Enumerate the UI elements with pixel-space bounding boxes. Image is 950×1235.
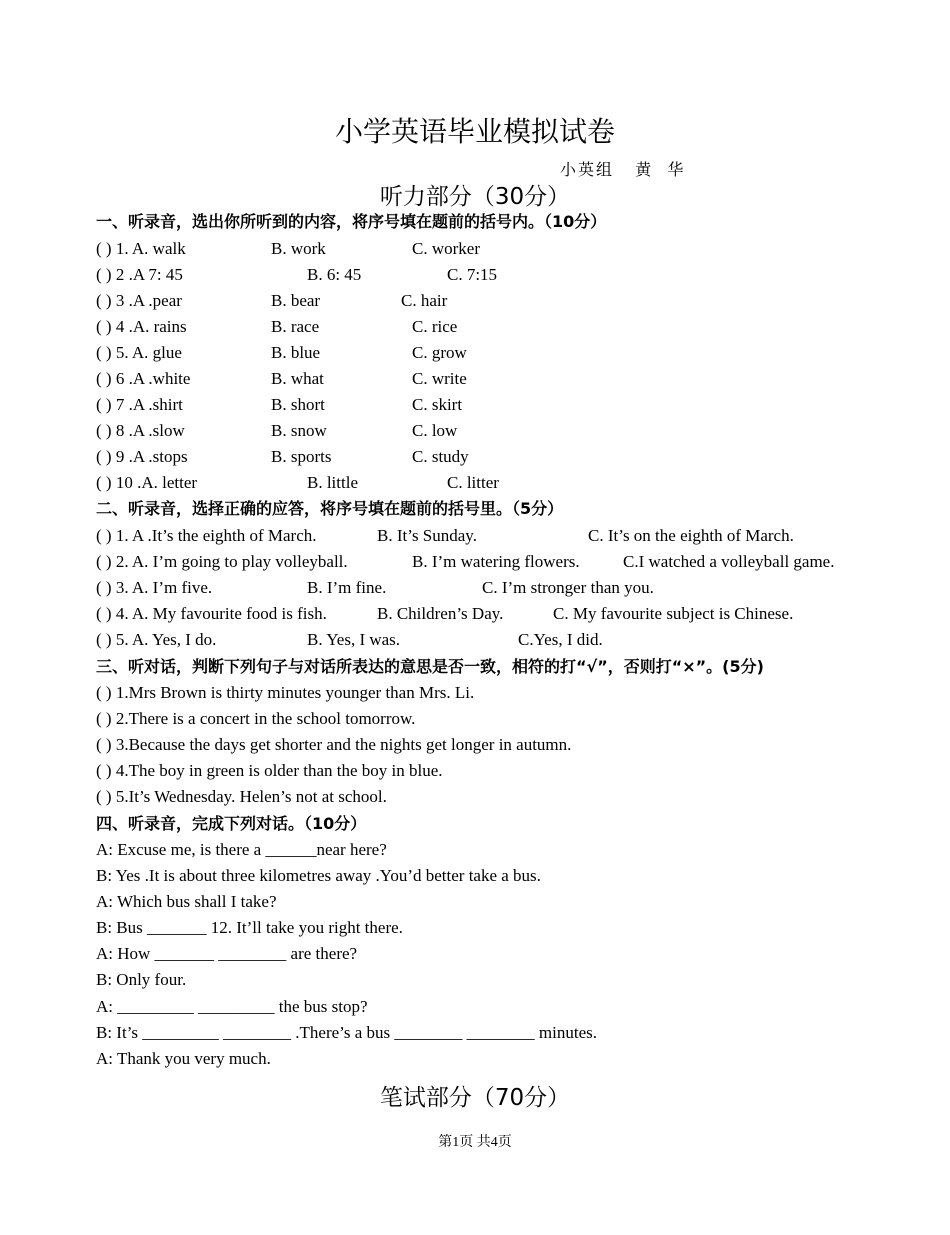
dialogue-line: B: Yes .It is about three kilometres away .You’d better take a bus.	[96, 866, 541, 885]
option-b: B. what	[271, 369, 324, 388]
option-a: ( ) 3 .A .pear	[96, 291, 182, 310]
dialogue-line: A: _________ _________ the bus stop?	[96, 997, 368, 1016]
option-b: B. Yes, I was.	[307, 630, 401, 649]
dialogue-line: B: It’s _________ ________ .There’s a bus ________ ________ minutes.	[96, 1023, 598, 1042]
option-b: B. short	[271, 395, 325, 414]
option-a: ( ) 4 .A. rains	[96, 317, 187, 336]
option-b: B. race	[271, 317, 320, 336]
part3-item: ( ) 4.The boy in green is older than the boy in blue.	[96, 761, 443, 780]
dialogue-line: B: Only four.	[96, 970, 187, 989]
option-b: B. sports	[271, 447, 332, 466]
option-b: B. I’m fine.	[307, 578, 387, 597]
option-c: C. low	[412, 421, 458, 440]
option-a: ( ) 3. A. I’m five.	[96, 578, 213, 597]
option-a: ( ) 9 .A .stops	[96, 447, 188, 466]
option-a: ( ) 6 .A .white	[96, 369, 191, 388]
section-4-heading: 四、听录音，完成下列对话。（10分）	[96, 814, 367, 833]
option-c: C. worker	[412, 239, 480, 258]
option-c: C. write	[412, 369, 467, 388]
option-c: C. My favourite subject is Chinese.	[553, 604, 794, 623]
option-c: C. hair	[401, 291, 448, 310]
option-c: C. rice	[412, 317, 458, 336]
option-a: ( ) 4. A. My favourite food is fish.	[96, 604, 327, 623]
option-c: C.I watched a volleyball game.	[623, 552, 835, 571]
option-a: ( ) 5. A. glue	[96, 343, 182, 362]
author-line: 小英组 黄 华	[560, 160, 686, 179]
option-c: C. I’m stronger than you.	[482, 578, 654, 597]
option-c: C.Yes, I did.	[518, 630, 603, 649]
option-a: ( ) 5. A. Yes, I do.	[96, 630, 217, 649]
option-a: ( ) 1. A .It’s the eighth of March.	[96, 526, 317, 545]
option-b: B. little	[307, 473, 358, 492]
writing-part-title: 笔试部分（70分）	[379, 1085, 571, 1111]
part3-item: ( ) 1.Mrs Brown is thirty minutes younger than Mrs. Li.	[96, 683, 475, 702]
option-c: C. litter	[447, 473, 499, 492]
option-c: C. 7:15	[447, 265, 498, 284]
option-b: B. work	[271, 239, 326, 258]
exam-title: 小学英语毕业模拟试卷	[334, 115, 615, 148]
option-b: B. Children’s Day.	[377, 604, 504, 623]
part3-item: ( ) 5.It’s Wednesday. Helen’s not at school.	[96, 787, 387, 806]
dialogue-line: A: Thank you very much.	[96, 1049, 271, 1068]
option-b: B. It’s Sunday.	[377, 526, 477, 545]
option-c: C. skirt	[412, 395, 463, 414]
option-a: ( ) 8 .A .slow	[96, 421, 185, 440]
option-b: B. I’m watering flowers.	[412, 552, 580, 571]
option-b: B. bear	[271, 291, 321, 310]
option-c: C. grow	[412, 343, 467, 362]
option-b: B. 6: 45	[307, 265, 362, 284]
dialogue-line: A: Excuse me, is there a ______near here?	[96, 840, 387, 859]
option-c: C. study	[412, 447, 469, 466]
dialogue-line: B: Bus _______ 12. It’ll take you right there.	[96, 918, 403, 937]
part3-item: ( ) 2.There is a concert in the school tomorrow.	[96, 709, 416, 728]
page-footer: 第1页 共4页	[438, 1135, 512, 1150]
dialogue-line: A: How _______ ________ are there?	[96, 944, 358, 963]
option-a: ( ) 2. A. I’m going to play volleyball.	[96, 552, 348, 571]
section-2-heading: 二、听录音，选择正确的应答，将序号填在题前的括号里。（5分）	[96, 499, 564, 518]
option-c: C. It’s on the eighth of March.	[588, 526, 794, 545]
option-a: ( ) 7 .A .shirt	[96, 395, 183, 414]
part3-item: ( ) 3.Because the days get shorter and the nights get longer in autumn.	[96, 735, 572, 754]
option-b: B. snow	[271, 421, 327, 440]
option-a: ( ) 2 .A 7: 45	[96, 265, 183, 284]
option-a: ( ) 10 .A. letter	[96, 473, 198, 492]
section-3-heading: 三、听对话，判断下列句子与对话所表达的意思是否一致，相符的打“√”，否则打“×”。(5分)	[96, 657, 764, 676]
option-a: ( ) 1. A. walk	[96, 239, 186, 258]
dialogue-line: A: Which bus shall I take?	[96, 892, 277, 911]
listening-part-title: 听力部分（30分）	[379, 184, 571, 210]
section-1-heading: 一、听录音，选出你所听到的内容，将序号填在题前的括号内。（10分）	[96, 212, 607, 231]
option-b: B. blue	[271, 343, 321, 362]
